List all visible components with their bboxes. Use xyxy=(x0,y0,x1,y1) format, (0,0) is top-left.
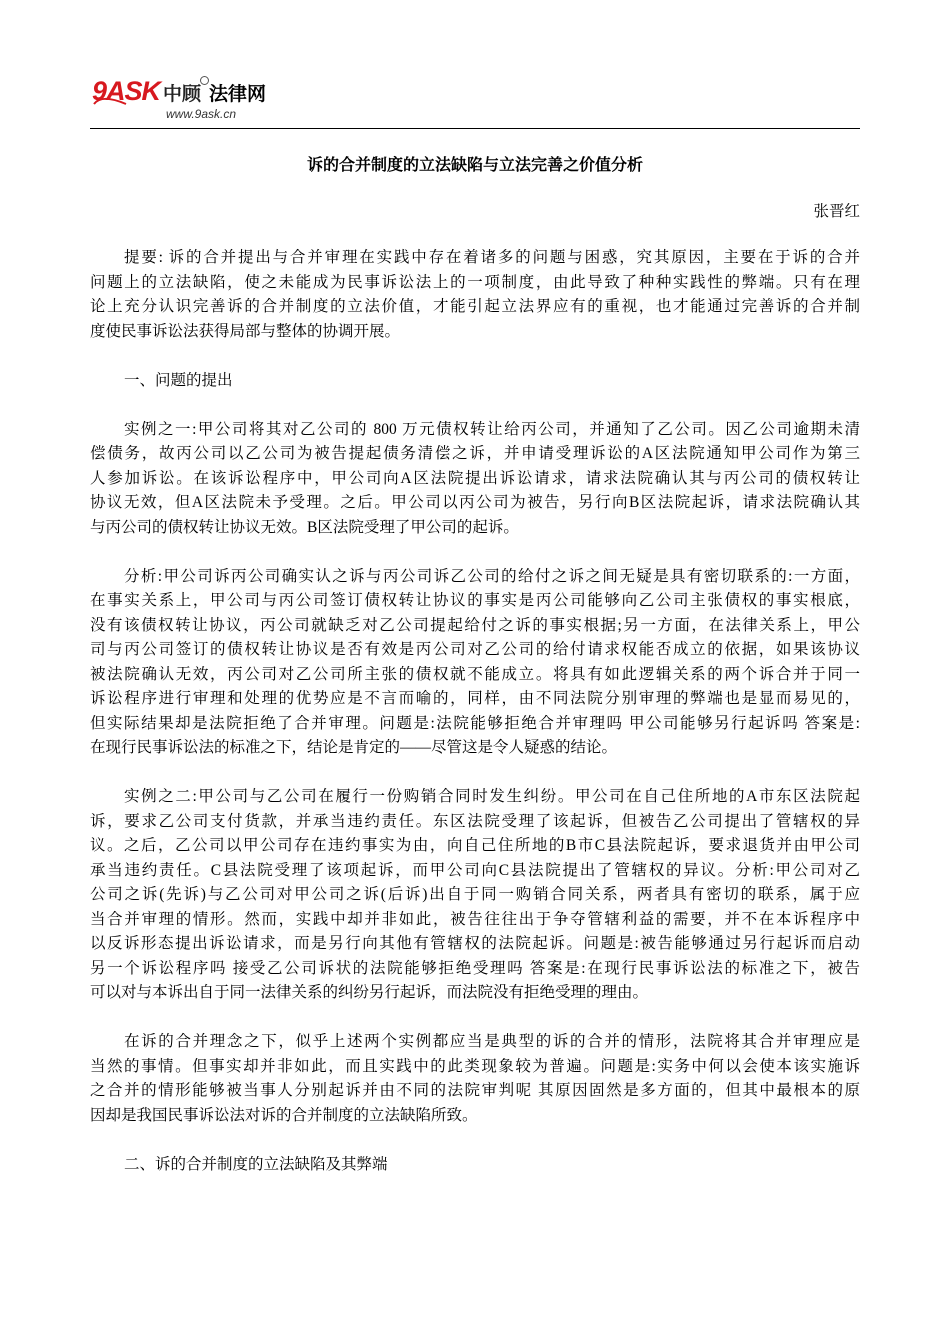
text-line: 二、诉的合并制度的立法缺陷及其弊端 xyxy=(124,1155,388,1173)
paragraph xyxy=(90,565,860,761)
text-line: 与丙公司的债权转让协议无效。B区法院受理了甲公司的起诉。 xyxy=(90,518,519,536)
text-line: 议。之后，乙公司以甲公司存在违约事实为由，向自己住所地的B市C县法院起诉，要求退货并由甲公司 xyxy=(90,837,860,854)
text-line: 没有该债权转让协议，丙公司就缺乏对乙公司提起给付之诉的事实根据;另一方面，在法律关系上，甲公 xyxy=(90,616,860,634)
text-line: 在现行民事诉讼法的标准之下，结论是肯定的——尽管这是令人疑惑的结论。 xyxy=(90,739,618,756)
text-line: 实例之二:甲公司与乙公司在履行一份购销合同时发生纠纷。甲公司在自己住所地的A市东区法院起 xyxy=(124,788,860,805)
text-line: 分析:甲公司诉丙公司确实认之诉与丙公司诉乙公司的给付之诉之间无疑是具有密切联系的:一方面， xyxy=(124,567,860,585)
text-line: 实例之一:甲公司将其对乙公司的 800 万元债权转让给丙公司，并通知了乙公司。因乙公司逾期未清 xyxy=(124,420,860,438)
paragraph xyxy=(90,1030,860,1128)
section-heading xyxy=(90,369,860,394)
document-author: 张晋红 xyxy=(813,203,860,220)
paragraph xyxy=(90,246,860,344)
text-line: 当合并审理的情形。然而，实践中却并非如此，被告往往出于争夺管辖利益的需要，并不在本诉程序中 xyxy=(90,910,860,928)
text-line: 在事实关系上，甲公司与丙公司签订债权转让协议的事实是丙公司能够向乙公司主张债权的事实根底， xyxy=(90,592,860,609)
text-line: 诉，要求乙公司支付货款，并承当违约责任。东区法院受理了该起诉，但被告乙公司提出了管辖权的异 xyxy=(90,812,860,830)
text-line: 当然的事情。但事实却并非如此，而且实践中的此类现象较为普遍。问题是:实务中何以会使本该实施诉 xyxy=(90,1057,860,1075)
paragraph xyxy=(90,785,860,1006)
section-heading xyxy=(90,1153,860,1178)
text-line: 之合并的情形能够被当事人分别起诉并由不同的法院审判呢 其原因固然是多方面的，但其中最根本的原 xyxy=(90,1082,860,1099)
logo-cn-name: 中顾 xyxy=(163,83,202,105)
text-line: 一、问题的提出 xyxy=(124,371,233,389)
document-body xyxy=(90,246,860,1202)
header-divider xyxy=(90,128,860,129)
text-line: 人参加诉讼。在该诉讼程序中，甲公司向A区法院提出诉讼请求，请求法院确认其与丙公司的债权转让 xyxy=(90,469,860,487)
site-logo[interactable] xyxy=(90,74,280,124)
text-line: 司与丙公司签订的债权转让协议是否有效是丙公司对乙公司的给付请求权能否成立的依据，如果该协议 xyxy=(90,641,860,658)
text-line: 提要: 诉的合并提出与合并审理在实践中存在着诸多的问题与困惑，究其原因，主要在于诉的合并 xyxy=(124,249,860,266)
text-line: 度使民事诉讼法获得局部与整体的协调开展。 xyxy=(90,322,401,340)
text-line: 可以对与本诉出自于同一法律关系的纠纷另行起诉，而法院没有拒绝受理的理由。 xyxy=(90,984,649,1001)
text-line: 另一个诉讼程序吗 接受乙公司诉状的法院能够拒绝受理吗 答案是:在现行民事诉讼法的标准之下，被告 xyxy=(90,959,860,977)
text-line: 承当违约责任。C县法院受理了该项起诉，而甲公司向C县法院提出了管辖权的异议。分析:甲公司对乙 xyxy=(90,861,860,879)
text-line: 因却是我国民事诉讼法对诉的合并制度的立法缺陷所致。 xyxy=(90,1106,478,1124)
text-line: 以反诉形态提出诉讼请求，而是另行向其他有管辖权的法院起诉。问题是:被告能够通过另行起诉而启动 xyxy=(90,935,860,952)
text-line: 但实际结果却是法院拒绝了合并审理。问题是:法院能够拒绝合并审理吗 甲公司能够另行起诉吗 答案是: xyxy=(90,714,860,732)
text-line: 在诉的合并理念之下，似乎上述两个实例都应当是典型的诉的合并的情形，法院将其合并审理应是 xyxy=(124,1033,860,1050)
text-line: 协议无效，但A区法院未予受理。之后。甲公司以丙公司为被告，另行向B区法院起诉，请求法院确认其 xyxy=(90,494,860,511)
text-line: 问题上的立法缺陷，使之未能成为民事诉讼法上的一项制度，由此导致了种种实践性的弊端。只有在理 xyxy=(90,273,860,291)
text-line: 被法院确认无效，丙公司对乙公司所主张的债权就不能成立。将具有如此逻辑关系的两个诉合并于同一 xyxy=(90,665,860,683)
text-line: 论上充分认识完善诉的合并制度的立法价值，才能引起立法界应有的重视，也才能通过完善诉的合并制 xyxy=(90,298,860,315)
document-title: 诉的合并制度的立法缺陷与立法完善之价值分析 xyxy=(306,155,643,174)
registered-mark-icon xyxy=(200,76,209,85)
logo-brand-text: 9ASK xyxy=(92,76,161,106)
text-line: 偿债务，故丙公司以乙公司为被告提起债务清偿之诉，并申请受理诉讼的A区法院通知甲公司作为第三 xyxy=(90,445,860,462)
text-line: 公司之诉(先诉)与乙公司对甲公司之诉(后诉)出自于同一购销合同关系，两者具有密切的联系，属于应 xyxy=(90,886,860,903)
logo-site-name: 法律网 xyxy=(209,83,267,105)
logo-url: www.9ask.cn xyxy=(166,107,237,121)
text-line: 诉讼程序进行审理和处理的优势应是不言而喻的，同样，由不同法院分别审理的弊端也是显而易见的， xyxy=(90,690,860,707)
paragraph xyxy=(90,418,860,541)
